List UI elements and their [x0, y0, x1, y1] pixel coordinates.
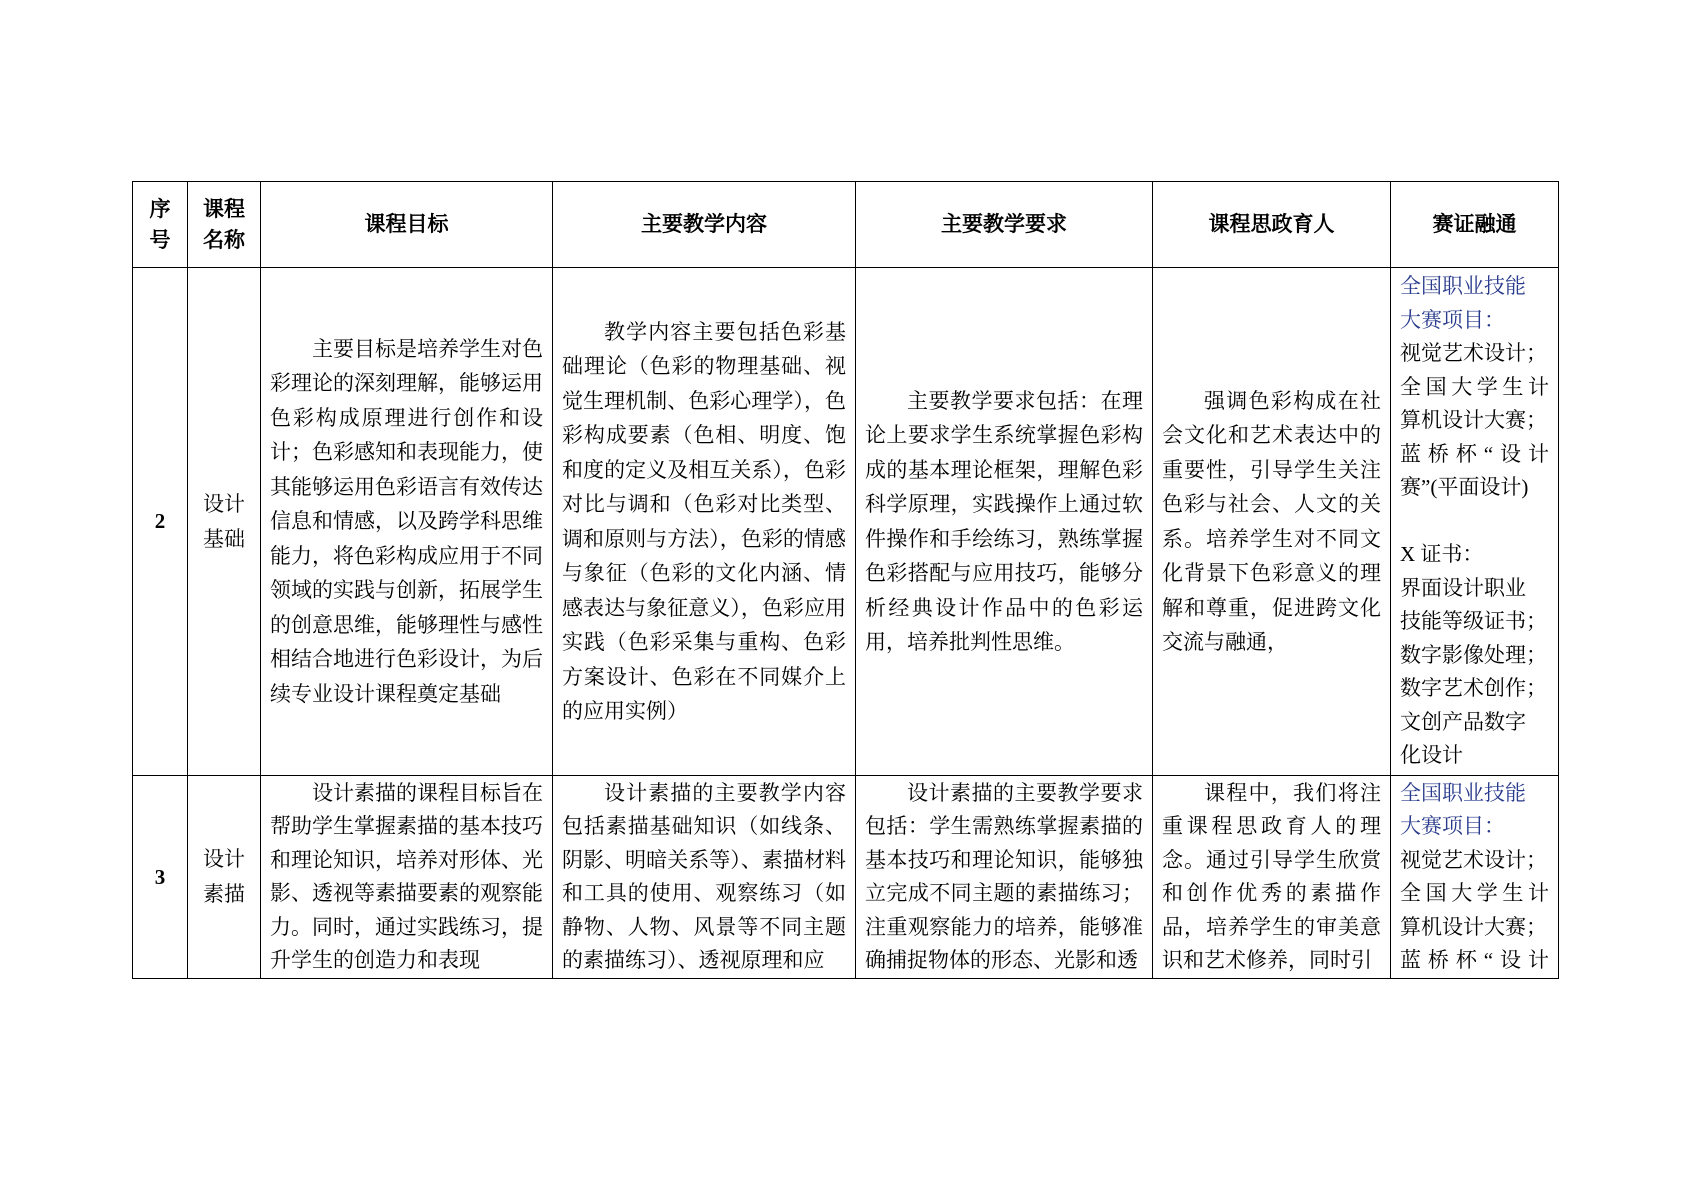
cell-szrt-row-2: [1391, 268, 1559, 776]
text-line: 蓝桥杯“设计: [1400, 441, 1549, 466]
header-label-line: 课程目标: [364, 212, 449, 236]
text-line: 设计: [203, 847, 245, 871]
header-label-line: 课程思政育人: [1208, 212, 1335, 236]
text-line: 全国大学生计: [1400, 374, 1549, 399]
header-label-line: 序: [149, 196, 171, 221]
text-line: 全国大学生计: [1400, 881, 1549, 905]
text-line: 视觉艺术设计；: [1400, 847, 1547, 872]
text-line: 设计: [203, 491, 245, 516]
cell-paragraph: 课程中，我们将注重课程思政育人的理念。通过引导学生欣赏和创作优秀的素描作品，培养学生的审美意识和艺术修养，同时引: [1162, 780, 1381, 972]
cell-paragraph: 强调色彩构成在社会文化和艺术表达中的重要性，引导学生关注色彩与社会、人文的关系。培养学生对不同文化背景下色彩意义的理解和尊重，促进跨文化交流与融通，: [1162, 388, 1381, 654]
text-line: [1400, 505, 1549, 539]
header-label-line: 主要教学要求: [941, 212, 1067, 236]
line-block: [1400, 270, 1549, 773]
cell-szrt-row-3: [1391, 776, 1559, 979]
course-number: 3: [154, 864, 166, 889]
course-number: 2: [154, 509, 166, 533]
course-row-2: [133, 268, 1559, 776]
cell-jxnr-row-3: [553, 776, 856, 979]
cell-paragraph: 主要目标是培养学生对色彩理论的深刻理解，能够运用色彩构成原理进行创作和设计；色彩感知和表现能力，使其能够运用色彩语言有效传达信息和情感，以及跨学科思维能力，将色彩构成应用于不同领域的实践与创新，拓展学生的创意思维，能够理性与感性相结合地进行色彩设计，为后续专业设计课程奠定基础: [270, 336, 543, 706]
text-line: 视觉艺术设计；: [1400, 341, 1547, 366]
cell-jxnr-row-2: [553, 268, 856, 776]
column-header-kcmc: [188, 182, 261, 268]
text-line: 文创产品数字: [1400, 709, 1526, 734]
header-label-line: 名称: [203, 227, 245, 252]
text-line: 算机设计大赛；: [1400, 408, 1547, 433]
header-label-line: 课程: [203, 196, 245, 221]
text-line: 全国职业技能: [1400, 274, 1526, 299]
text-line: 技能等级证书；: [1400, 609, 1547, 634]
cell-paragraph: 设计素描的课程目标旨在帮助学生掌握素描的基本技巧和理论知识，培养对形体、光影、透视等素描要素的观察能力。同时，通过实践练习，提升学生的创造力和表现: [270, 780, 543, 972]
text-line: 算机设计大赛；: [1400, 914, 1547, 939]
text-line: 赛”(平面设计): [1400, 475, 1529, 500]
cell-szyr-row-2: [1153, 268, 1391, 776]
course-name: [197, 487, 251, 557]
cell-szyr-row-3: [1153, 776, 1391, 979]
column-header-szyr: [1153, 182, 1391, 268]
text-line: 化设计: [1400, 743, 1463, 768]
column-header-jxnr: [553, 182, 856, 268]
table-body: [133, 268, 1559, 979]
course-row-3: [133, 776, 1559, 979]
column-header-szrt: [1391, 182, 1559, 268]
cell-kcmc-row-3: [188, 776, 261, 979]
cell-kcmc-row-2: [188, 268, 261, 776]
text-line: X 证书：: [1400, 542, 1484, 567]
text-line: 基础: [203, 526, 245, 551]
cell-paragraph: 设计素描的主要教学内容包括素描基础知识（如线条、阴影、明暗关系等）、素描材料和工具的使用、观察练习（如静物、人物、风景等不同主题的素描练习）、透视原理和应: [562, 780, 846, 972]
text-line: 蓝桥杯“设计: [1400, 948, 1549, 972]
course-table: [132, 181, 1559, 979]
header-label-line: 主要教学内容: [641, 212, 767, 236]
text-line: 数字影像处理；: [1400, 642, 1547, 667]
cell-xh-row-3: [133, 776, 188, 979]
cell-paragraph: 教学内容主要包括色彩基础理论（色彩的物理基础、视觉生理机制、色彩心理学），色彩构成要素（色相、明度、饱和度的定义及相互关系），色彩对比与调和（色彩对比类型、调和原则与方法），色彩的情感与象征（色彩的文化内涵、情感表达与象征意义），色彩应用实践（色彩采集与重构、色彩方案设计、色彩在不同媒介上的应用实例）: [562, 319, 846, 723]
header-label-line: 赛证融通: [1432, 212, 1517, 236]
column-header-kcmb: [261, 182, 553, 268]
text-line: 大赛项目：: [1400, 307, 1505, 332]
header-label-line: 号: [149, 227, 171, 252]
cell-xh-row-2: [133, 268, 188, 776]
cell-paragraph: 主要教学要求包括：在理论上要求学生系统掌握色彩构成的基本理论框架，理解色彩科学原理，实践操作上通过软件操作和手绘练习，熟练掌握色彩搭配与应用技巧，能够分析经典设计作品中的色彩运用，培养批判性思维。: [865, 388, 1143, 654]
header-row: [133, 182, 1559, 268]
cell-jxyq-row-3: [856, 776, 1153, 979]
cell-kcmb-row-2: [261, 268, 553, 776]
text-line: 素描: [203, 882, 245, 906]
column-header-xh: [133, 182, 188, 268]
cell-kcmb-row-3: [261, 776, 553, 979]
text-line: 大赛项目：: [1400, 814, 1505, 838]
column-header-jxyq: [856, 182, 1153, 268]
course-name: [197, 842, 251, 912]
line-block: [1400, 777, 1549, 978]
text-line: 全国职业技能: [1400, 780, 1526, 805]
cell-paragraph: 设计素描的主要教学要求包括：学生需熟练掌握素描的基本技巧和理论知识，能够独立完成不同主题的素描练习；注重观察能力的培养，能够准确捕捉物体的形态、光影和透: [865, 780, 1143, 972]
cell-jxyq-row-2: [856, 268, 1153, 776]
text-line: 界面设计职业: [1400, 575, 1526, 600]
table-header: [133, 182, 1559, 268]
text-line: 数字艺术创作；: [1400, 676, 1547, 701]
